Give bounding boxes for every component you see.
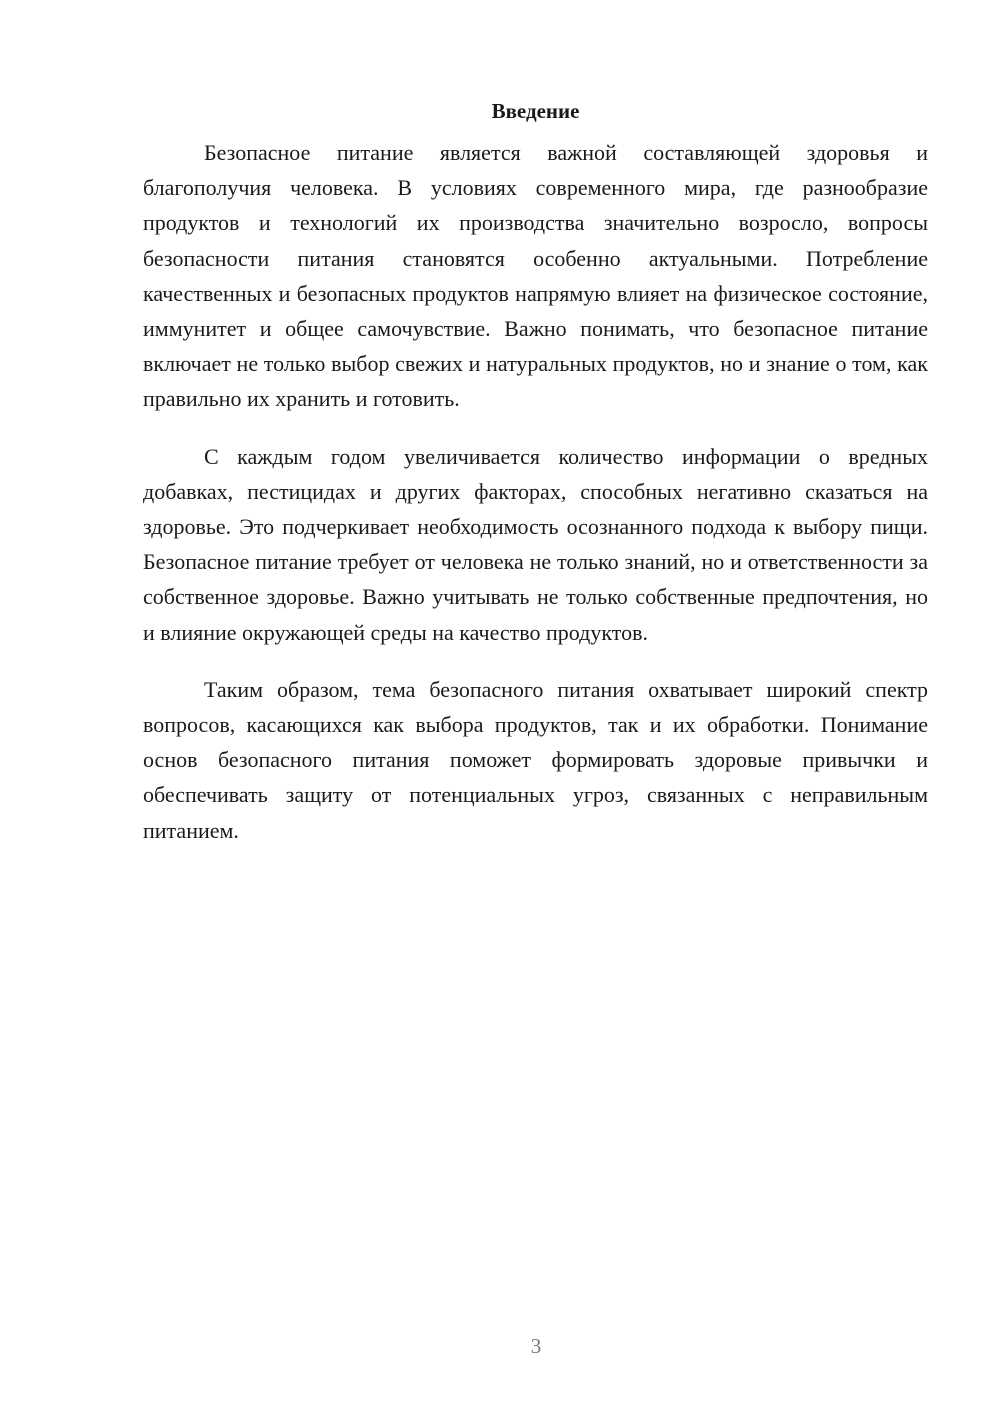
paragraph-2: С каждым годом увеличивается количество информации о вредных добавках, пестицидах и других факторах, способных негативно сказаться на здоровье. Это подчеркивает необходимость осознанного подхода к выбору пищи. Безопасное питание требует от человека не только знаний, но и ответственности за собственное здоровье. Важно учитывать не только собственные предпочтения, но и влияние окружающей среды на качество продуктов. <box>143 443 928 645</box>
paragraph-3: Таким образом, тема безопасного питания охватывает широкий спектр вопросов, касающихся как выбора продуктов, так и их обработки. Понимание основ безопасного питания поможет формировать здоровые привычки и обеспечивать защиту от потенциальных угроз, связанных с неправильным питанием. <box>143 676 928 843</box>
page-number: 3 <box>530 1334 542 1358</box>
section-title: Введение <box>491 99 580 123</box>
page-content <box>143 97 928 870</box>
paragraph-1: Безопасное питание является важной составляющей здоровья и благополучия человека. В условиях современного мира, где разнообразие продуктов и технологий их производства значительно возросло, вопросы безопасности питания становятся особенно актуальными. Потребление качественных и безопасных продуктов напрямую влияет на физическое состояние, иммунитет и общее самочувствие. Важно понимать, что безопасное питание включает не только выбор свежих и натуральных продуктов, но и знание о том, как правильно их хранить и готовить. <box>143 140 928 412</box>
